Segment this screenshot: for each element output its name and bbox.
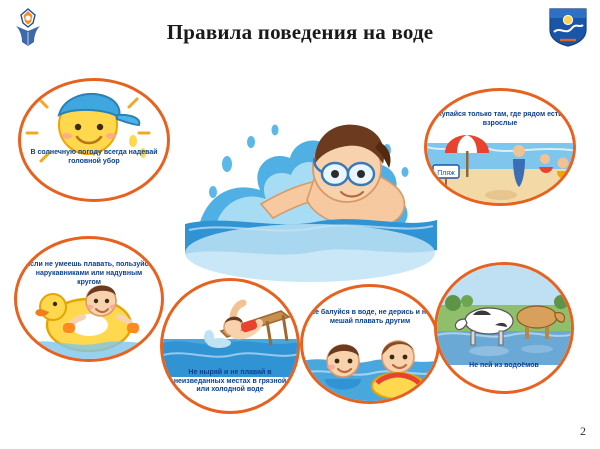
rule-caption-armbands: Если не умеешь плавать, пользуйся нарукавниками или надувным кругом — [25, 261, 153, 286]
rule-bubble-armbands — [14, 236, 164, 362]
two-kids-in-water-icon — [303, 287, 437, 401]
page-number: 2 — [580, 424, 586, 438]
rule-caption-sun: В солнечную погоду всегда надевай головной убор — [30, 149, 158, 165]
svg-text:Пляж: Пляж — [437, 170, 455, 177]
rule-caption-noplay: Не балуйся в воде, не дерись и не мешай плавать другим — [310, 309, 430, 325]
rule-caption-dive: Не ныряй и не плавай в неизведанных местах в грязной или холодной воде — [173, 368, 287, 394]
rule-bubble-nodrink — [434, 262, 574, 394]
rule-caption-adults: Купайся только там, где рядом есть взрослые — [437, 111, 563, 127]
rule-bubble-noplay — [300, 284, 440, 404]
cows-at-water-icon — [437, 265, 571, 391]
rule-caption-nodrink: Не пей из водоёмов — [469, 362, 539, 370]
beach-with-adults-icon — [427, 91, 573, 203]
central-swimmer-illustration — [165, 72, 455, 292]
rule-bubble-sun — [18, 78, 170, 202]
child-in-ring-icon — [17, 239, 161, 359]
sun-in-cap-icon — [21, 81, 167, 199]
rule-bubble-dive — [160, 278, 300, 414]
page-title: Правила поведения на воде — [166, 20, 434, 44]
rule-bubble-adults — [424, 88, 576, 206]
water-shadow — [185, 224, 435, 282]
